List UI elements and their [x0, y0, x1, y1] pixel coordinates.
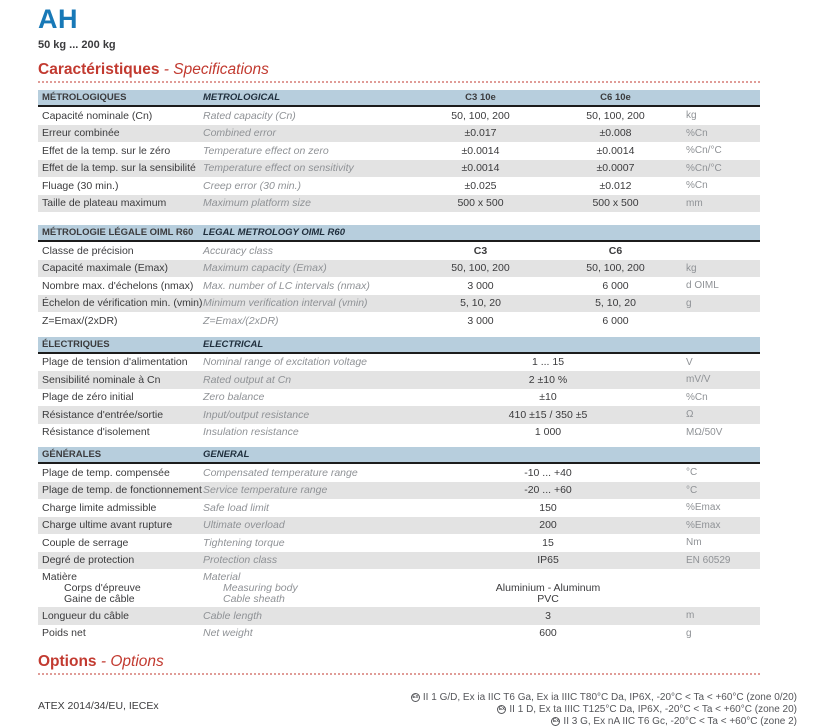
- cell-value-c6: 6 000: [602, 279, 629, 292]
- table-row: [38, 260, 760, 278]
- table-row: [38, 177, 760, 195]
- cell-label-en: Insulation resistance: [203, 426, 299, 439]
- cell-value-c6: C6: [608, 244, 623, 257]
- table-line: [38, 424, 760, 442]
- dotted-divider-specs: [38, 81, 760, 83]
- cell-label-en: Temperature effect on zero: [203, 144, 329, 157]
- table-line: [38, 142, 760, 160]
- table-line: [38, 389, 760, 407]
- table-row: [38, 424, 760, 442]
- dotted-divider-options: [38, 673, 760, 675]
- cell-value-c3: C3: [473, 244, 488, 257]
- cell-label-en: Ultimate overload: [203, 519, 285, 532]
- cell-unit: %Cn/°C: [686, 162, 722, 174]
- cell-value: -10 ... +40: [524, 466, 572, 479]
- section-specs-title-en: - Specifications: [163, 61, 269, 78]
- cell-label-fr: Plage de temp. de fonctionnement: [42, 484, 202, 497]
- cert-text: II 1 G/D, Ex ia IIC T6 Ga, Ex ia IIIC T80°C Da, IP6X, -20°C < Ta < +60°C (zone 0/20): [422, 691, 797, 703]
- cell-unit: MΩ/50V: [686, 426, 723, 438]
- table-row: [38, 569, 760, 607]
- cell-value: ±10: [539, 391, 557, 404]
- table-line: [38, 295, 760, 313]
- table-line: [38, 607, 760, 625]
- atex-label: ATEX 2014/34/EU, IECEx: [38, 700, 159, 713]
- cell-label-fr: Sensibilité nominale à Cn: [42, 373, 161, 386]
- cert-text: II 3 G, Ex nA IIC T6 Gc, -20°C < Ta < +60°C (zone 2): [563, 716, 797, 728]
- cell-value-c3: 3 000: [467, 279, 494, 292]
- section-specs-title-fr: Caractéristiques: [38, 61, 160, 78]
- cell-value-c3: ±0.017: [464, 127, 497, 140]
- table-row: [38, 625, 760, 643]
- cell-label-en: Combined error: [203, 127, 276, 140]
- cell-label-fr: Couple de serrage: [42, 536, 129, 549]
- capacity-range: 50 kg ... 200 kg: [38, 39, 116, 51]
- cell-value-c3: 50, 100, 200: [451, 109, 510, 122]
- cell-label-fr: Plage de temp. compensée: [42, 466, 170, 479]
- table-line: [38, 177, 760, 195]
- table-line: [38, 464, 760, 482]
- cell-label-en: Maximum platform size: [203, 197, 311, 210]
- cert-text: II 1 D, Ex ta IIIC T125°C Da, IP6X, -20°C < Ta < +60°C (zone 20): [509, 704, 797, 716]
- cell-unit: Ω: [686, 409, 694, 421]
- cert-lines: [411, 691, 797, 728]
- cell-value: 150: [539, 501, 557, 514]
- table-header-band: [38, 447, 760, 464]
- cell-unit: kg: [686, 262, 697, 274]
- table-line: [38, 406, 760, 424]
- cell-label-fr: Matière: [42, 570, 78, 583]
- cell-label-en: Z=Emax/(2xDR): [203, 314, 279, 327]
- cell-value: 1 000: [534, 426, 562, 439]
- cell-label-fr: Taille de plateau maximum: [42, 197, 167, 210]
- table-row: [38, 607, 760, 625]
- cell-label-en: Zero balance: [203, 391, 265, 404]
- cell-label-en: Nominal range of excitation voltage: [203, 356, 368, 369]
- section-heading-options: [38, 654, 826, 670]
- table-line: [38, 195, 760, 213]
- cell-value-c6: ±0.008: [599, 127, 632, 140]
- cell-label-fr: Effet de la temp. sur la sensibilité: [42, 162, 196, 175]
- cell-value-c3: ±0.0014: [461, 144, 500, 157]
- table-row: [38, 482, 760, 500]
- table-row: [38, 312, 760, 330]
- cell-value-c6: 5, 10, 20: [595, 297, 636, 310]
- spec-tables: [38, 90, 760, 642]
- table-line: [38, 260, 760, 278]
- spec-table-metrological: [38, 90, 760, 212]
- cell-label-en: Cable sheath: [223, 593, 285, 606]
- header-label-en: GENERAL: [203, 449, 250, 460]
- cell-value-c3: 5, 10, 20: [460, 297, 501, 310]
- header-label-fr: GÉNÉRALES: [42, 449, 102, 460]
- table-row: [38, 142, 760, 160]
- cell-label-fr: Échelon de vérification min. (vmin): [42, 297, 203, 310]
- cell-unit: g: [686, 627, 692, 639]
- cell-label-en: Material: [203, 570, 241, 583]
- cell-value: 200: [539, 519, 557, 532]
- cell-label-en: Compensated temperature range: [203, 466, 358, 479]
- cell-label-fr: Charge limite admissible: [42, 501, 157, 514]
- cell-label-fr: Résistance d'entrée/sortie: [42, 408, 164, 421]
- section-options-title-en: - Options: [100, 653, 164, 671]
- header-label-fr: MÉTROLOGIE LÉGALE OIML R60: [42, 227, 194, 238]
- cell-unit: mm: [686, 197, 703, 209]
- table-header-band: [38, 90, 760, 107]
- cell-value-c3: ±0.0014: [461, 162, 500, 175]
- cell-value: IP65: [537, 554, 559, 567]
- cell-label-fr: Plage de tension d'alimentation: [42, 356, 188, 369]
- cell-unit: %Cn: [686, 391, 708, 403]
- cell-value: Aluminium - Aluminum: [495, 582, 601, 595]
- atex-ex-icon: Ex: [552, 718, 559, 725]
- cell-unit: %Cn: [686, 127, 708, 139]
- cell-label-en: Measuring body: [223, 582, 298, 595]
- cell-unit: %Emax: [686, 502, 721, 514]
- cell-label-fr: Erreur combinée: [42, 127, 120, 140]
- cell-unit: °C: [686, 467, 698, 479]
- cell-label-en: Input/output resistance: [203, 408, 310, 421]
- header-label-en: ELECTRICAL: [203, 338, 264, 350]
- table-line: [38, 582, 760, 593]
- table-header-band: [38, 337, 760, 354]
- table-row: [38, 107, 760, 125]
- footer: [38, 691, 797, 728]
- cell-label-fr: Degré de protection: [42, 554, 135, 567]
- table-row: [38, 242, 760, 260]
- table-line: [38, 125, 760, 143]
- cell-unit: %Cn/°C: [686, 145, 722, 157]
- atex-ex-icon: Ex: [498, 706, 505, 713]
- table-row: [38, 534, 760, 552]
- cell-unit: %Emax: [686, 519, 721, 531]
- cert-line: [411, 691, 797, 703]
- table-line: [38, 552, 760, 570]
- table-line: [38, 160, 760, 178]
- cell-label-fr: Résistance d'isolement: [42, 426, 150, 439]
- cell-label-en: Tightening torque: [203, 536, 285, 549]
- cell-value: 1 ... 15: [531, 356, 565, 369]
- cell-label-fr: Gaine de câble: [64, 593, 135, 606]
- cell-value: PVC: [537, 593, 559, 606]
- cell-unit: d OIML: [686, 280, 719, 292]
- cell-label-en: Rated capacity (Cn): [203, 109, 296, 122]
- cell-unit: kg: [686, 110, 697, 122]
- cell-label-fr: Nombre max. d'échelons (nmax): [42, 279, 194, 292]
- cell-label-fr: Longueur du câble: [42, 609, 129, 622]
- cell-value-c6: ±0.0014: [596, 144, 635, 157]
- table-row: [38, 277, 760, 295]
- cell-label-en: Safe load limit: [203, 501, 269, 514]
- cell-label-en: Net weight: [203, 627, 253, 640]
- cell-value: 600: [539, 627, 557, 640]
- header-label-en: LEGAL METROLOGY OIML R60: [203, 227, 345, 238]
- cell-value-c3: 50, 100, 200: [451, 262, 510, 275]
- table-row: [38, 406, 760, 424]
- cell-unit: g: [686, 297, 692, 309]
- table-line: [38, 534, 760, 552]
- table-row: [38, 552, 760, 570]
- header-col-c3: C3 10e: [465, 92, 496, 103]
- header-label-en: METROLOGICAL: [203, 92, 281, 103]
- atex-ex-icon: Ex: [412, 693, 419, 700]
- cell-unit: EN 60529: [686, 554, 731, 566]
- cell-unit: Nm: [686, 537, 702, 549]
- cell-label-en: Rated output at Cn: [203, 373, 292, 386]
- table-row: [38, 295, 760, 313]
- table-line: [38, 499, 760, 517]
- cell-unit: V: [686, 356, 693, 368]
- spec-table-electrical: [38, 337, 760, 442]
- table-row: [38, 354, 760, 372]
- spec-table-general: [38, 447, 760, 642]
- cell-value: 15: [542, 536, 554, 549]
- table-line: [38, 312, 760, 330]
- table-row: [38, 517, 760, 535]
- cell-value-c3: 500 x 500: [457, 197, 504, 210]
- cell-label-fr: Corps d'épreuve: [64, 582, 141, 595]
- cell-label-fr: Plage de zéro initial: [42, 391, 134, 404]
- cell-label-en: Service temperature range: [203, 484, 328, 497]
- cell-value-c6: 6 000: [602, 314, 629, 327]
- cell-label-fr: Capacité maximale (Emax): [42, 262, 169, 275]
- table-row: [38, 125, 760, 143]
- cell-unit: °C: [686, 484, 698, 496]
- cell-unit: %Cn: [686, 180, 708, 192]
- table-line: [38, 517, 760, 535]
- cell-value-c3: 3 000: [467, 314, 494, 327]
- cell-value-c6: 500 x 500: [592, 197, 639, 210]
- table-row: [38, 371, 760, 389]
- cell-label-en: Temperature effect on sensitivity: [203, 162, 354, 175]
- cert-line: [497, 703, 797, 715]
- cell-value: 410 ±15 / 350 ±5: [508, 408, 588, 421]
- cell-label-en: Maximum capacity (Emax): [203, 262, 327, 275]
- cell-value-c6: ±0.012: [599, 179, 632, 192]
- cert-line: [551, 716, 797, 728]
- cell-label-en: Accuracy class: [203, 244, 274, 257]
- table-line: [38, 625, 760, 643]
- cell-label-en: Cable length: [203, 609, 262, 622]
- table-line: [38, 482, 760, 500]
- section-heading-specs: [38, 62, 826, 78]
- table-line: [38, 107, 760, 125]
- table-line: [38, 571, 760, 582]
- table-header-band: [38, 225, 760, 242]
- cell-label-fr: Z=Emax/(2xDR): [42, 314, 118, 327]
- table-row: [38, 499, 760, 517]
- product-title: AH: [38, 4, 78, 34]
- header-label-fr: ÉLECTRIQUES: [42, 338, 110, 350]
- cell-label-fr: Charge ultime avant rupture: [42, 519, 173, 532]
- cell-value: -20 ... +60: [524, 484, 572, 497]
- section-options-title-fr: Options: [38, 653, 97, 671]
- spec-table-legal-metrology: [38, 225, 760, 330]
- cell-label-en: Max. number of LC intervals (nmax): [203, 279, 370, 292]
- cell-label-fr: Fluage (30 min.): [42, 179, 119, 192]
- cell-unit: m: [686, 610, 695, 622]
- cell-label-fr: Capacité nominale (Cn): [42, 109, 153, 122]
- table-line: [38, 242, 760, 260]
- table-line: [38, 354, 760, 372]
- cell-label-fr: Poids net: [42, 627, 86, 640]
- table-line: [38, 371, 760, 389]
- table-row: [38, 195, 760, 213]
- header-label-fr: MÉTROLOGIQUES: [42, 92, 127, 103]
- cell-label-fr: Effet de la temp. sur le zéro: [42, 144, 171, 157]
- cell-value-c6: 50, 100, 200: [586, 109, 645, 122]
- cell-label-en: Minimum verification interval (vmin): [203, 297, 368, 310]
- cell-value: 3: [545, 609, 551, 622]
- table-row: [38, 389, 760, 407]
- table-line: [38, 594, 760, 605]
- cell-value: 2 ±10 %: [528, 373, 568, 386]
- table-row: [38, 160, 760, 178]
- header-col-c6: C6 10e: [600, 92, 631, 103]
- cell-value-c6: ±0.0007: [596, 162, 635, 175]
- table-row: [38, 464, 760, 482]
- cell-label-en: Protection class: [203, 554, 278, 567]
- table-line: [38, 277, 760, 295]
- cell-unit: mV/V: [686, 374, 711, 386]
- cell-value-c3: ±0.025: [464, 179, 497, 192]
- cell-value-c6: 50, 100, 200: [586, 262, 645, 275]
- cell-label-fr: Classe de précision: [42, 244, 134, 257]
- cell-label-en: Creep error (30 min.): [203, 179, 302, 192]
